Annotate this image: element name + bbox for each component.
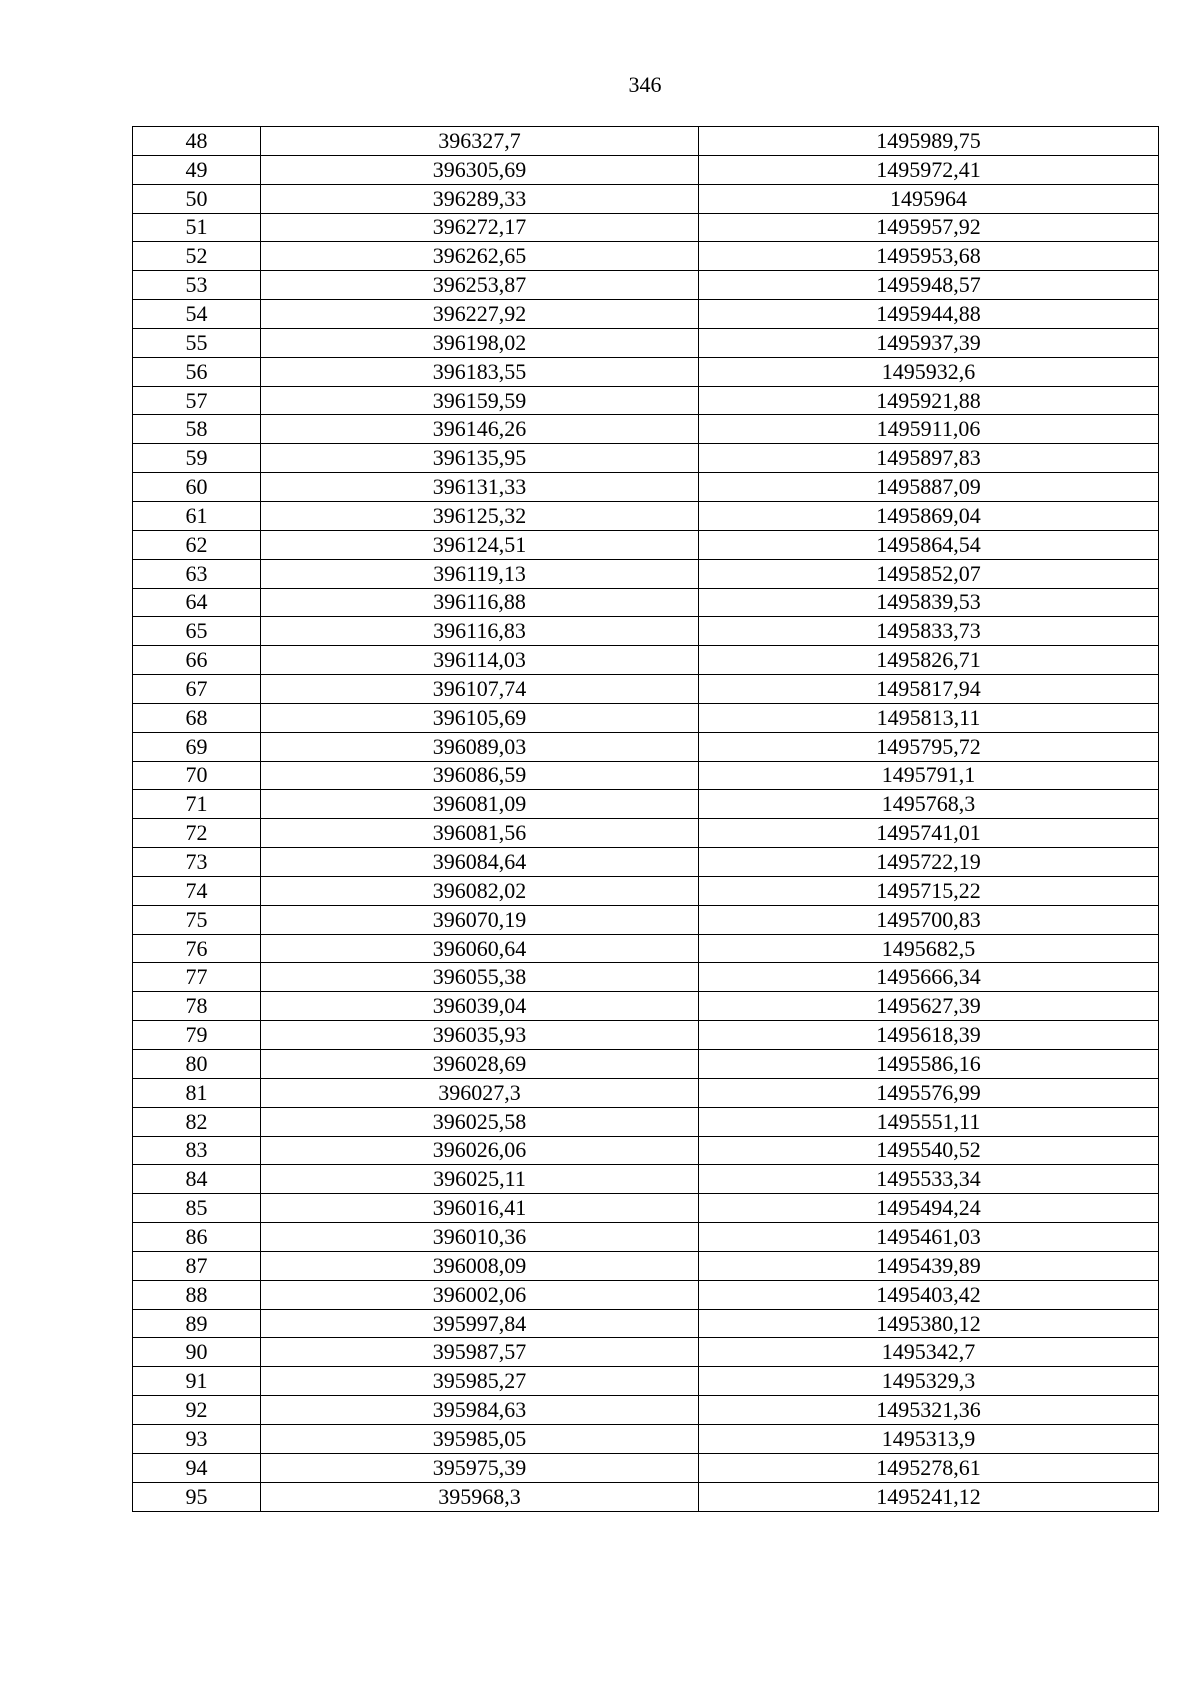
- table-row: [133, 905, 1159, 934]
- y-coordinate-cell: 1495241,12: [699, 1482, 1159, 1511]
- table-row: [133, 646, 1159, 675]
- y-coordinate-cell: 1495864,54: [699, 530, 1159, 559]
- y-coordinate-cell: 1495403,42: [699, 1280, 1159, 1309]
- x-coordinate-cell: 396035,93: [261, 1021, 699, 1050]
- table-row: [133, 1367, 1159, 1396]
- table-row: [133, 444, 1159, 473]
- y-coordinate-cell: 1495839,53: [699, 588, 1159, 617]
- x-coordinate-cell: 396081,56: [261, 819, 699, 848]
- y-coordinate-cell: 1495321,36: [699, 1396, 1159, 1425]
- x-coordinate-cell: 395984,63: [261, 1396, 699, 1425]
- y-coordinate-cell: 1495972,41: [699, 155, 1159, 184]
- y-coordinate-cell: 1495813,11: [699, 703, 1159, 732]
- point-number-cell: 82: [133, 1107, 261, 1136]
- y-coordinate-cell: 1495826,71: [699, 646, 1159, 675]
- x-coordinate-cell: 396039,04: [261, 992, 699, 1021]
- table-row: [133, 155, 1159, 184]
- point-number-cell: 63: [133, 559, 261, 588]
- y-coordinate-cell: 1495380,12: [699, 1309, 1159, 1338]
- x-coordinate-cell: 396327,7: [261, 127, 699, 156]
- x-coordinate-cell: 396027,3: [261, 1078, 699, 1107]
- x-coordinate-cell: 396131,33: [261, 473, 699, 502]
- x-coordinate-cell: 396025,58: [261, 1107, 699, 1136]
- point-number-cell: 54: [133, 300, 261, 329]
- table-row: [133, 732, 1159, 761]
- table-row: [133, 1078, 1159, 1107]
- point-number-cell: 61: [133, 501, 261, 530]
- x-coordinate-cell: 396105,69: [261, 703, 699, 732]
- x-coordinate-cell: 396227,92: [261, 300, 699, 329]
- coordinates-table-body: [133, 127, 1159, 1512]
- point-number-cell: 59: [133, 444, 261, 473]
- x-coordinate-cell: 396055,38: [261, 963, 699, 992]
- x-coordinate-cell: 396289,33: [261, 184, 699, 213]
- x-coordinate-cell: 396272,17: [261, 213, 699, 242]
- table-row: [133, 1050, 1159, 1079]
- point-number-cell: 55: [133, 328, 261, 357]
- point-number-cell: 92: [133, 1396, 261, 1425]
- table-row: [133, 300, 1159, 329]
- x-coordinate-cell: 395975,39: [261, 1453, 699, 1482]
- x-coordinate-cell: 396010,36: [261, 1223, 699, 1252]
- x-coordinate-cell: 396114,03: [261, 646, 699, 675]
- point-number-cell: 91: [133, 1367, 261, 1396]
- point-number-cell: 72: [133, 819, 261, 848]
- y-coordinate-cell: 1495700,83: [699, 905, 1159, 934]
- table-row: [133, 848, 1159, 877]
- table-row: [133, 992, 1159, 1021]
- x-coordinate-cell: 396084,64: [261, 848, 699, 877]
- y-coordinate-cell: 1495944,88: [699, 300, 1159, 329]
- y-coordinate-cell: 1495540,52: [699, 1136, 1159, 1165]
- point-number-cell: 58: [133, 415, 261, 444]
- table-row: [133, 1424, 1159, 1453]
- table-row: [133, 1453, 1159, 1482]
- table-row: [133, 1165, 1159, 1194]
- y-coordinate-cell: 1495911,06: [699, 415, 1159, 444]
- x-coordinate-cell: 396060,64: [261, 934, 699, 963]
- point-number-cell: 76: [133, 934, 261, 963]
- y-coordinate-cell: 1495768,3: [699, 790, 1159, 819]
- table-row: [133, 934, 1159, 963]
- x-coordinate-cell: 396008,09: [261, 1251, 699, 1280]
- table-row: [133, 1107, 1159, 1136]
- x-coordinate-cell: 396124,51: [261, 530, 699, 559]
- y-coordinate-cell: 1495953,68: [699, 242, 1159, 271]
- x-coordinate-cell: 395987,57: [261, 1338, 699, 1367]
- point-number-cell: 57: [133, 386, 261, 415]
- y-coordinate-cell: 1495722,19: [699, 848, 1159, 877]
- table-row: [133, 1251, 1159, 1280]
- table-row: [133, 761, 1159, 790]
- x-coordinate-cell: 395968,3: [261, 1482, 699, 1511]
- point-number-cell: 56: [133, 357, 261, 386]
- table-row: [133, 963, 1159, 992]
- point-number-cell: 60: [133, 473, 261, 502]
- x-coordinate-cell: 396116,83: [261, 617, 699, 646]
- y-coordinate-cell: 1495494,24: [699, 1194, 1159, 1223]
- x-coordinate-cell: 396107,74: [261, 675, 699, 704]
- y-coordinate-cell: 1495948,57: [699, 271, 1159, 300]
- point-number-cell: 84: [133, 1165, 261, 1194]
- x-coordinate-cell: 396081,09: [261, 790, 699, 819]
- point-number-cell: 48: [133, 127, 261, 156]
- point-number-cell: 93: [133, 1424, 261, 1453]
- table-row: [133, 1021, 1159, 1050]
- y-coordinate-cell: 1495887,09: [699, 473, 1159, 502]
- x-coordinate-cell: 396089,03: [261, 732, 699, 761]
- point-number-cell: 53: [133, 271, 261, 300]
- table-row: [133, 1280, 1159, 1309]
- table-row: [133, 1194, 1159, 1223]
- x-coordinate-cell: 396135,95: [261, 444, 699, 473]
- table-row: [133, 242, 1159, 271]
- y-coordinate-cell: 1495627,39: [699, 992, 1159, 1021]
- y-coordinate-cell: 1495533,34: [699, 1165, 1159, 1194]
- point-number-cell: 49: [133, 155, 261, 184]
- table-row: [133, 213, 1159, 242]
- point-number-cell: 65: [133, 617, 261, 646]
- x-coordinate-cell: 396002,06: [261, 1280, 699, 1309]
- y-coordinate-cell: 1495618,39: [699, 1021, 1159, 1050]
- point-number-cell: 85: [133, 1194, 261, 1223]
- y-coordinate-cell: 1495741,01: [699, 819, 1159, 848]
- y-coordinate-cell: 1495439,89: [699, 1251, 1159, 1280]
- point-number-cell: 79: [133, 1021, 261, 1050]
- point-number-cell: 70: [133, 761, 261, 790]
- x-coordinate-cell: 396305,69: [261, 155, 699, 184]
- x-coordinate-cell: 396125,32: [261, 501, 699, 530]
- table-row: [133, 876, 1159, 905]
- x-coordinate-cell: 396070,19: [261, 905, 699, 934]
- y-coordinate-cell: 1495461,03: [699, 1223, 1159, 1252]
- table-row: [133, 127, 1159, 156]
- x-coordinate-cell: 396262,65: [261, 242, 699, 271]
- point-number-cell: 75: [133, 905, 261, 934]
- y-coordinate-cell: 1495715,22: [699, 876, 1159, 905]
- x-coordinate-cell: 396253,87: [261, 271, 699, 300]
- x-coordinate-cell: 395985,05: [261, 1424, 699, 1453]
- coordinates-table: [132, 126, 1159, 1512]
- x-coordinate-cell: 395997,84: [261, 1309, 699, 1338]
- y-coordinate-cell: 1495817,94: [699, 675, 1159, 704]
- point-number-cell: 51: [133, 213, 261, 242]
- point-number-cell: 89: [133, 1309, 261, 1338]
- point-number-cell: 94: [133, 1453, 261, 1482]
- point-number-cell: 69: [133, 732, 261, 761]
- table-row: [133, 617, 1159, 646]
- y-coordinate-cell: 1495921,88: [699, 386, 1159, 415]
- point-number-cell: 74: [133, 876, 261, 905]
- point-number-cell: 64: [133, 588, 261, 617]
- x-coordinate-cell: 396183,55: [261, 357, 699, 386]
- y-coordinate-cell: 1495791,1: [699, 761, 1159, 790]
- table-row: [133, 588, 1159, 617]
- table-row: [133, 1223, 1159, 1252]
- y-coordinate-cell: 1495833,73: [699, 617, 1159, 646]
- point-number-cell: 50: [133, 184, 261, 213]
- point-number-cell: 86: [133, 1223, 261, 1252]
- y-coordinate-cell: 1495932,6: [699, 357, 1159, 386]
- table-row: [133, 271, 1159, 300]
- table-row: [133, 357, 1159, 386]
- point-number-cell: 67: [133, 675, 261, 704]
- point-number-cell: 68: [133, 703, 261, 732]
- y-coordinate-cell: 1495957,92: [699, 213, 1159, 242]
- y-coordinate-cell: 1495852,07: [699, 559, 1159, 588]
- x-coordinate-cell: 396025,11: [261, 1165, 699, 1194]
- table-row: [133, 501, 1159, 530]
- x-coordinate-cell: 396198,02: [261, 328, 699, 357]
- table-row: [133, 703, 1159, 732]
- page-number: 346: [628, 72, 662, 97]
- y-coordinate-cell: 1495329,3: [699, 1367, 1159, 1396]
- point-number-cell: 52: [133, 242, 261, 271]
- x-coordinate-cell: 396086,59: [261, 761, 699, 790]
- table-row: [133, 530, 1159, 559]
- y-coordinate-cell: 1495989,75: [699, 127, 1159, 156]
- table-row: [133, 559, 1159, 588]
- y-coordinate-cell: 1495937,39: [699, 328, 1159, 357]
- point-number-cell: 62: [133, 530, 261, 559]
- y-coordinate-cell: 1495666,34: [699, 963, 1159, 992]
- table-row: [133, 790, 1159, 819]
- point-number-cell: 81: [133, 1078, 261, 1107]
- y-coordinate-cell: 1495342,7: [699, 1338, 1159, 1367]
- table-row: [133, 1136, 1159, 1165]
- point-number-cell: 87: [133, 1251, 261, 1280]
- point-number-cell: 66: [133, 646, 261, 675]
- table-row: [133, 675, 1159, 704]
- y-coordinate-cell: 1495795,72: [699, 732, 1159, 761]
- x-coordinate-cell: 396146,26: [261, 415, 699, 444]
- y-coordinate-cell: 1495586,16: [699, 1050, 1159, 1079]
- table-row: [133, 1309, 1159, 1338]
- table-row: [133, 819, 1159, 848]
- x-coordinate-cell: 396116,88: [261, 588, 699, 617]
- table-row: [133, 1396, 1159, 1425]
- y-coordinate-cell: 1495278,61: [699, 1453, 1159, 1482]
- point-number-cell: 80: [133, 1050, 261, 1079]
- x-coordinate-cell: 396028,69: [261, 1050, 699, 1079]
- point-number-cell: 95: [133, 1482, 261, 1511]
- point-number-cell: 83: [133, 1136, 261, 1165]
- point-number-cell: 73: [133, 848, 261, 877]
- point-number-cell: 88: [133, 1280, 261, 1309]
- y-coordinate-cell: 1495964: [699, 184, 1159, 213]
- x-coordinate-cell: 396119,13: [261, 559, 699, 588]
- y-coordinate-cell: 1495869,04: [699, 501, 1159, 530]
- x-coordinate-cell: 396082,02: [261, 876, 699, 905]
- x-coordinate-cell: 396016,41: [261, 1194, 699, 1223]
- point-number-cell: 90: [133, 1338, 261, 1367]
- x-coordinate-cell: 395985,27: [261, 1367, 699, 1396]
- table-row: [133, 473, 1159, 502]
- x-coordinate-cell: 396026,06: [261, 1136, 699, 1165]
- table-row: [133, 184, 1159, 213]
- point-number-cell: 78: [133, 992, 261, 1021]
- y-coordinate-cell: 1495682,5: [699, 934, 1159, 963]
- y-coordinate-cell: 1495897,83: [699, 444, 1159, 473]
- x-coordinate-cell: 396159,59: [261, 386, 699, 415]
- y-coordinate-cell: 1495576,99: [699, 1078, 1159, 1107]
- y-coordinate-cell: 1495551,11: [699, 1107, 1159, 1136]
- table-row: [133, 415, 1159, 444]
- table-row: [133, 1338, 1159, 1367]
- table-row: [133, 328, 1159, 357]
- point-number-cell: 71: [133, 790, 261, 819]
- table-row: [133, 386, 1159, 415]
- point-number-cell: 77: [133, 963, 261, 992]
- table-row: [133, 1482, 1159, 1511]
- y-coordinate-cell: 1495313,9: [699, 1424, 1159, 1453]
